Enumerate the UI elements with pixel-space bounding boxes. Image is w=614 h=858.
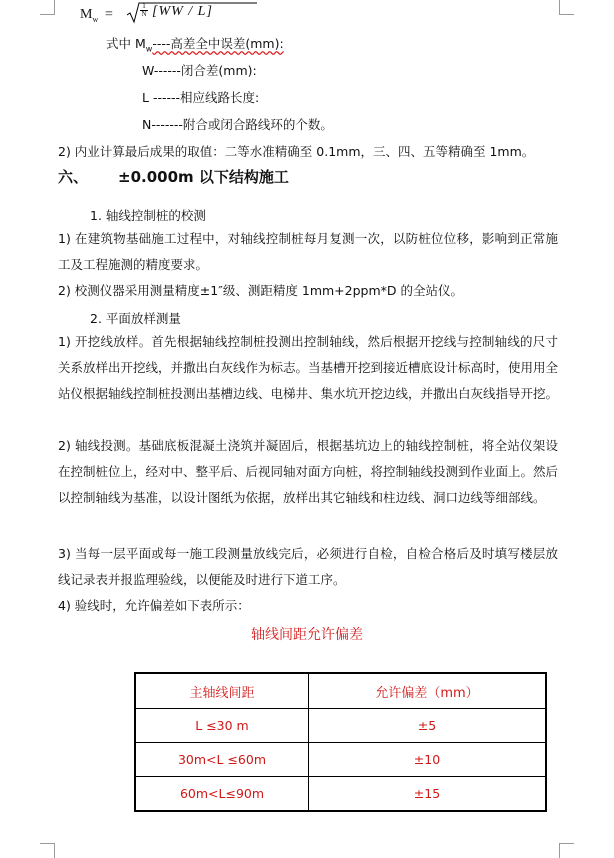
definition-l: L ------相应线路长度: <box>142 90 260 105</box>
table-cell: L ≤30 m <box>135 709 309 743</box>
table-row <box>135 743 546 777</box>
subsection-2-title: 2. 平面放样测量 <box>90 311 181 326</box>
table-cell: ±10 <box>309 743 547 777</box>
table-header-cell: 允许偏差（mm） <box>309 673 547 709</box>
section-6-heading: 六、 ±0.000m 以下结构施工 <box>58 168 289 186</box>
table-cell: ±15 <box>309 777 547 812</box>
subsection-1-paragraph-1: 1) 在建筑物基础施工过程中，对轴线控制桩每月复测一次，以防桩位位移，影响到正常施工及工程施测的精度要求。 <box>58 231 558 272</box>
table-cell: ±5 <box>309 709 547 743</box>
page-corner-mark-bottom-left <box>40 843 55 858</box>
definition-n: N-------附合或闭合路线环的个数。 <box>142 117 333 132</box>
table-row <box>135 709 546 743</box>
definition-intro: 式中 $M_w----$高差全中误差(mm): <box>106 36 284 54</box>
subsection-2-paragraph-1: 1) 开挖线放样。首先根据轴线控制桩投测出控制轴线，然后根据开挖线与控制轴线的尺寸关系放样出开挖线，并撒出白灰线作为标志。当基槽开挖到接近槽底设计标高时，使用用全站仪根据轴线控制桩投测出基槽边线、电梯井、集水坑开挖边线，并撒出白灰线指导开挖。 <box>58 334 559 401</box>
table-cell: 30m<L ≤60m <box>135 743 309 777</box>
table-caption: 轴线间距允许偏差 <box>251 627 363 643</box>
definition-w: W------闭合差(mm): <box>142 63 257 78</box>
formula-equals: = <box>105 7 113 22</box>
page-corner-mark-top-left <box>40 0 55 15</box>
subsection-2-paragraph-2: 2) 轴线投测。基础底板混凝土浇筑并凝固后，根据基坑边上的轴线控制桩，将全站仪架设在控制桩位上，经对中、整平后、后视同轴对面方向桩，将控制轴线投测到作业面上。然后以控制轴线为基准，以设计图纸为依据，放样出其它轴线和柱边线、洞口边线等细部线。 <box>58 438 559 505</box>
table-cell: 60m<L≤90m <box>135 777 309 812</box>
subsection-1-paragraph-2: 2) 校测仪器采用测量精度±1″级、测距精度 1mm+2ppm*D 的全站仪。 <box>58 283 463 298</box>
subsection-2-paragraph-4: 4) 验线时，允许偏差如下表所示： <box>58 598 250 613</box>
table-row <box>135 777 546 812</box>
subsection-2-paragraph-3: 3) 当每一层平面或每一施工段测量放线完后，必须进行自检，自检合格后及时填写楼层放线记录表并报监理验线，以便能及时进行下道工序。 <box>58 546 558 587</box>
subsection-1-title: 1. 轴线控制桩的校测 <box>90 208 206 223</box>
formula-fraction: $\frac{1}{N}$ <box>141 2 147 18</box>
item-2-rounding: 2) 内业计算最后成果的取值：二等水准精确至 0.1mm，三、四、五等精确至 1mm。 <box>58 144 535 159</box>
formula-bracket-term: [WW / L] <box>152 4 213 19</box>
axis-spacing-deviation-table <box>134 672 547 812</box>
formula-lhs: $M_w$ <box>80 7 99 24</box>
table-header-row <box>135 673 546 709</box>
page-corner-mark-bottom-right <box>559 843 574 858</box>
table-header-cell: 主轴线间距 <box>135 673 309 709</box>
page-corner-mark-top-right <box>559 0 574 15</box>
